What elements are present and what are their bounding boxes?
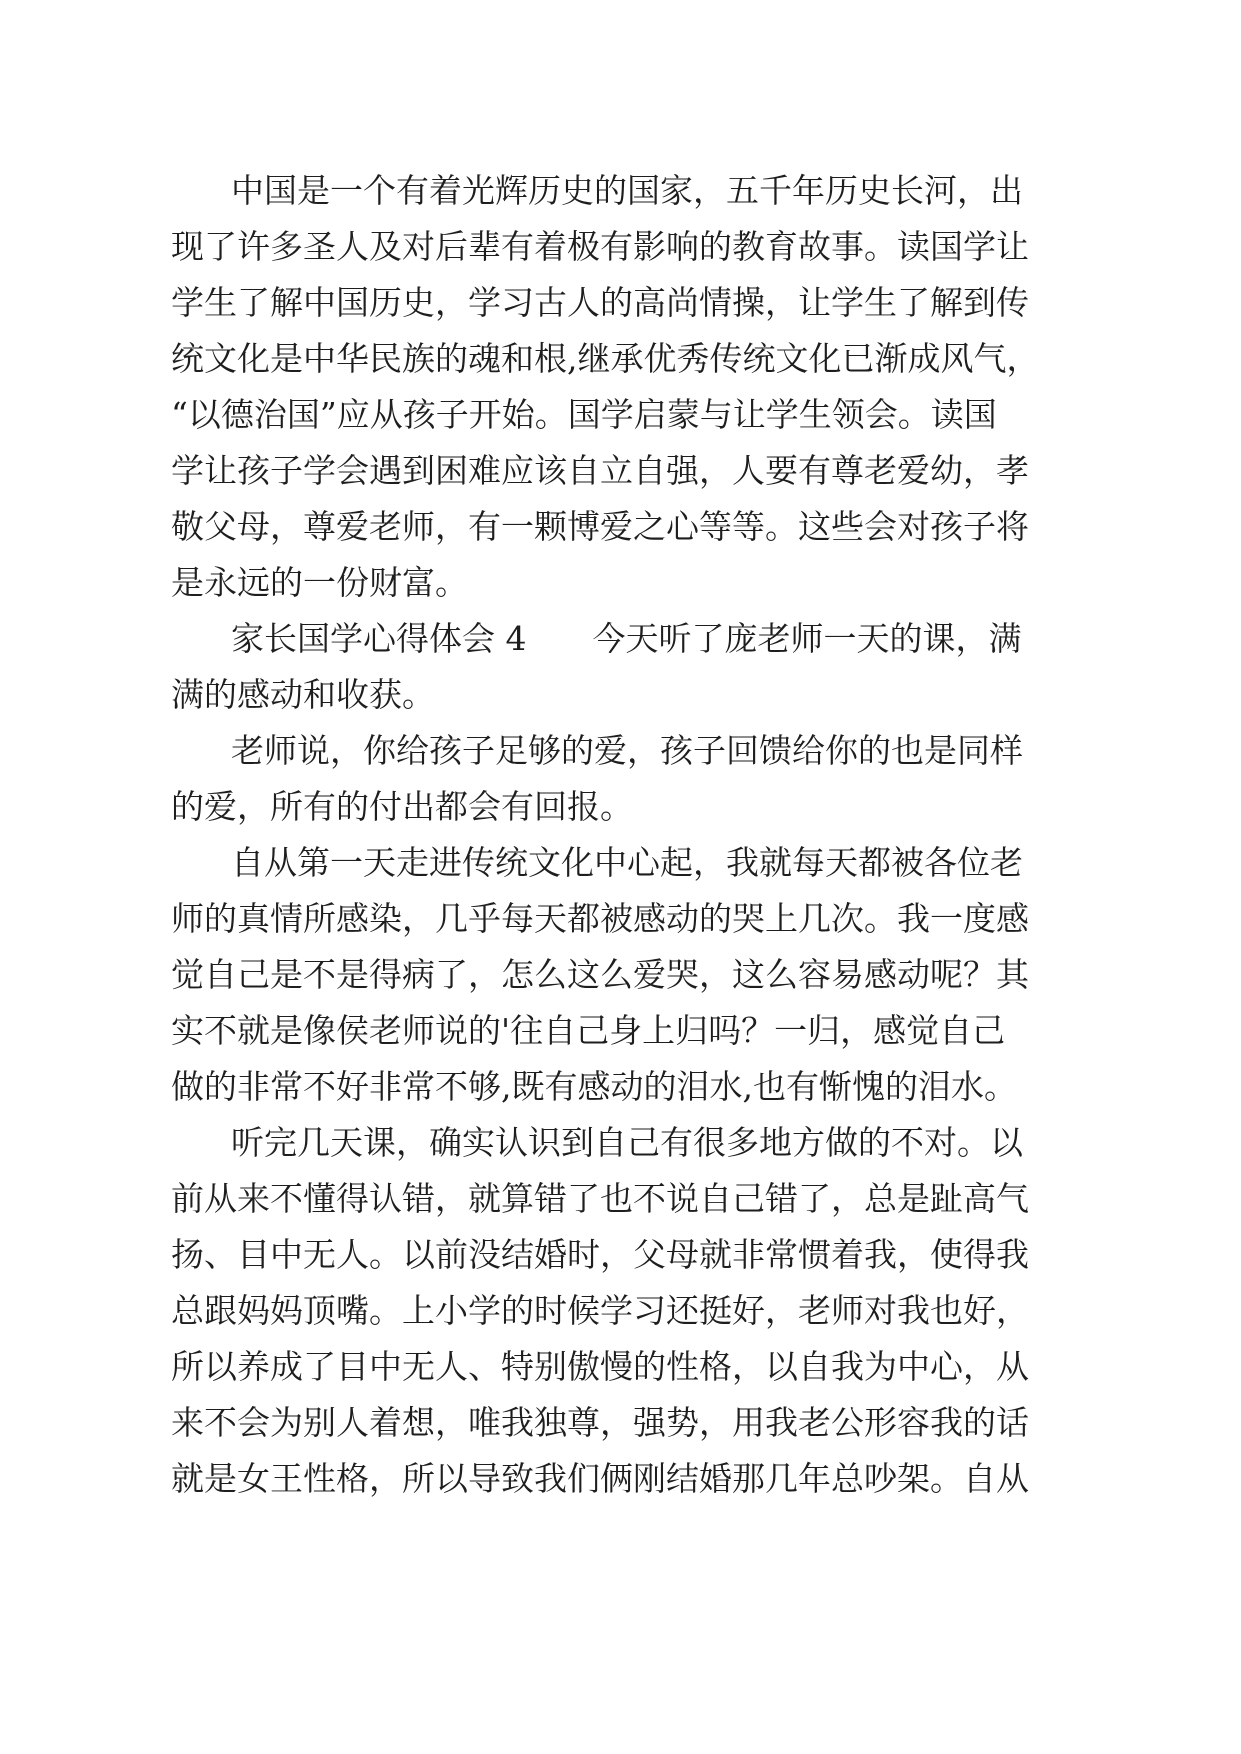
text-line bbox=[0, 1059, 1241, 1115]
paragraph-line: “以德治国”应从孩子开始。国学启蒙与让学生领会。读国 bbox=[171, 395, 997, 434]
paragraph-line: 总跟妈妈顶嘴。上小学的时候学习还挺好，老师对我也好， bbox=[171, 1291, 1029, 1330]
paragraph-line: 老师说，你给孩子足够的爱，孩子回馈给你的也是同样 bbox=[231, 731, 1023, 770]
paragraph-line: 学生了解中国历史，学习古人的高尚情操，让学生了解到传 bbox=[171, 283, 1029, 322]
paragraph-line: 满的感动和收获。 bbox=[171, 675, 435, 714]
paragraph-line: 统文化是中华民族的魂和根,继承优秀传统文化已渐成风气， bbox=[171, 339, 1040, 378]
paragraph-line: 现了许多圣人及对后辈有着极有影响的教育故事。读国学让 bbox=[171, 227, 1029, 266]
paragraph-line: 前从来不懂得认错，就算错了也不说自己错了，总是趾高气 bbox=[171, 1179, 1029, 1218]
paragraph-line: 学让孩子学会遇到困难应该自立自强，人要有尊老爱幼，孝 bbox=[171, 451, 1029, 490]
text-line bbox=[0, 1283, 1241, 1339]
text-line bbox=[0, 443, 1241, 499]
text-line bbox=[0, 779, 1241, 835]
text-line bbox=[0, 163, 1241, 219]
paragraph-line: 来不会为别人着想，唯我独尊，强势，用我老公形容我的话 bbox=[171, 1403, 1029, 1442]
text-line bbox=[0, 331, 1241, 387]
paragraph-line: 敬父母，尊爱老师，有一颗博爱之心等等。这些会对孩子将 bbox=[171, 507, 1029, 546]
paragraph-line: 实不就是像侯老师说的'往自己身上归吗？一归，感觉自己 bbox=[171, 1011, 1006, 1050]
paragraph-line: 家长国学心得体会 4 今天听了庞老师一天的课，满 bbox=[231, 619, 1022, 658]
text-line bbox=[0, 1115, 1241, 1171]
paragraph-line: 中国是一个有着光辉历史的国家，五千年历史长河，出 bbox=[231, 171, 1023, 210]
text-line bbox=[0, 1171, 1241, 1227]
text-line bbox=[0, 219, 1241, 275]
paragraph-line: 师的真情所感染，几乎每天都被感动的哭上几次。我一度感 bbox=[171, 899, 1029, 938]
text-line bbox=[0, 1339, 1241, 1395]
paragraph-line: 做的非常不好非常不够,既有感动的泪水,也有惭愧的泪水。 bbox=[171, 1067, 1017, 1106]
text-line bbox=[0, 1227, 1241, 1283]
text-line bbox=[0, 1395, 1241, 1451]
paragraph-line: 的爱，所有的付出都会有回报。 bbox=[171, 787, 633, 826]
paragraph-line: 觉自己是不是得病了，怎么这么爱哭，这么容易感动呢？其 bbox=[171, 955, 1029, 994]
paragraph-line: 扬、目中无人。以前没结婚时，父母就非常惯着我，使得我 bbox=[171, 1235, 1029, 1274]
text-line bbox=[0, 275, 1241, 331]
paragraph-line: 就是女王性格，所以导致我们俩刚结婚那几年总吵架。自从 bbox=[171, 1459, 1029, 1498]
text-line bbox=[0, 891, 1241, 947]
text-line bbox=[0, 947, 1241, 1003]
text-line bbox=[0, 555, 1241, 611]
text-line bbox=[0, 723, 1241, 779]
paragraph-line: 所以养成了目中无人、特别傲慢的性格，以自我为中心，从 bbox=[171, 1347, 1029, 1386]
text-line bbox=[0, 499, 1241, 555]
paragraph-line: 是永远的一份财富。 bbox=[171, 563, 468, 602]
text-line bbox=[0, 1451, 1241, 1507]
text-line bbox=[0, 611, 1241, 667]
text-line bbox=[0, 835, 1241, 891]
text-line bbox=[0, 1003, 1241, 1059]
text-line bbox=[0, 667, 1241, 723]
text-line bbox=[0, 387, 1241, 443]
paragraph-line: 听完几天课，确实认识到自己有很多地方做的不对。以 bbox=[231, 1123, 1023, 1162]
paragraph-line: 自从第一天走进传统文化中心起，我就每天都被各位老 bbox=[231, 843, 1023, 882]
